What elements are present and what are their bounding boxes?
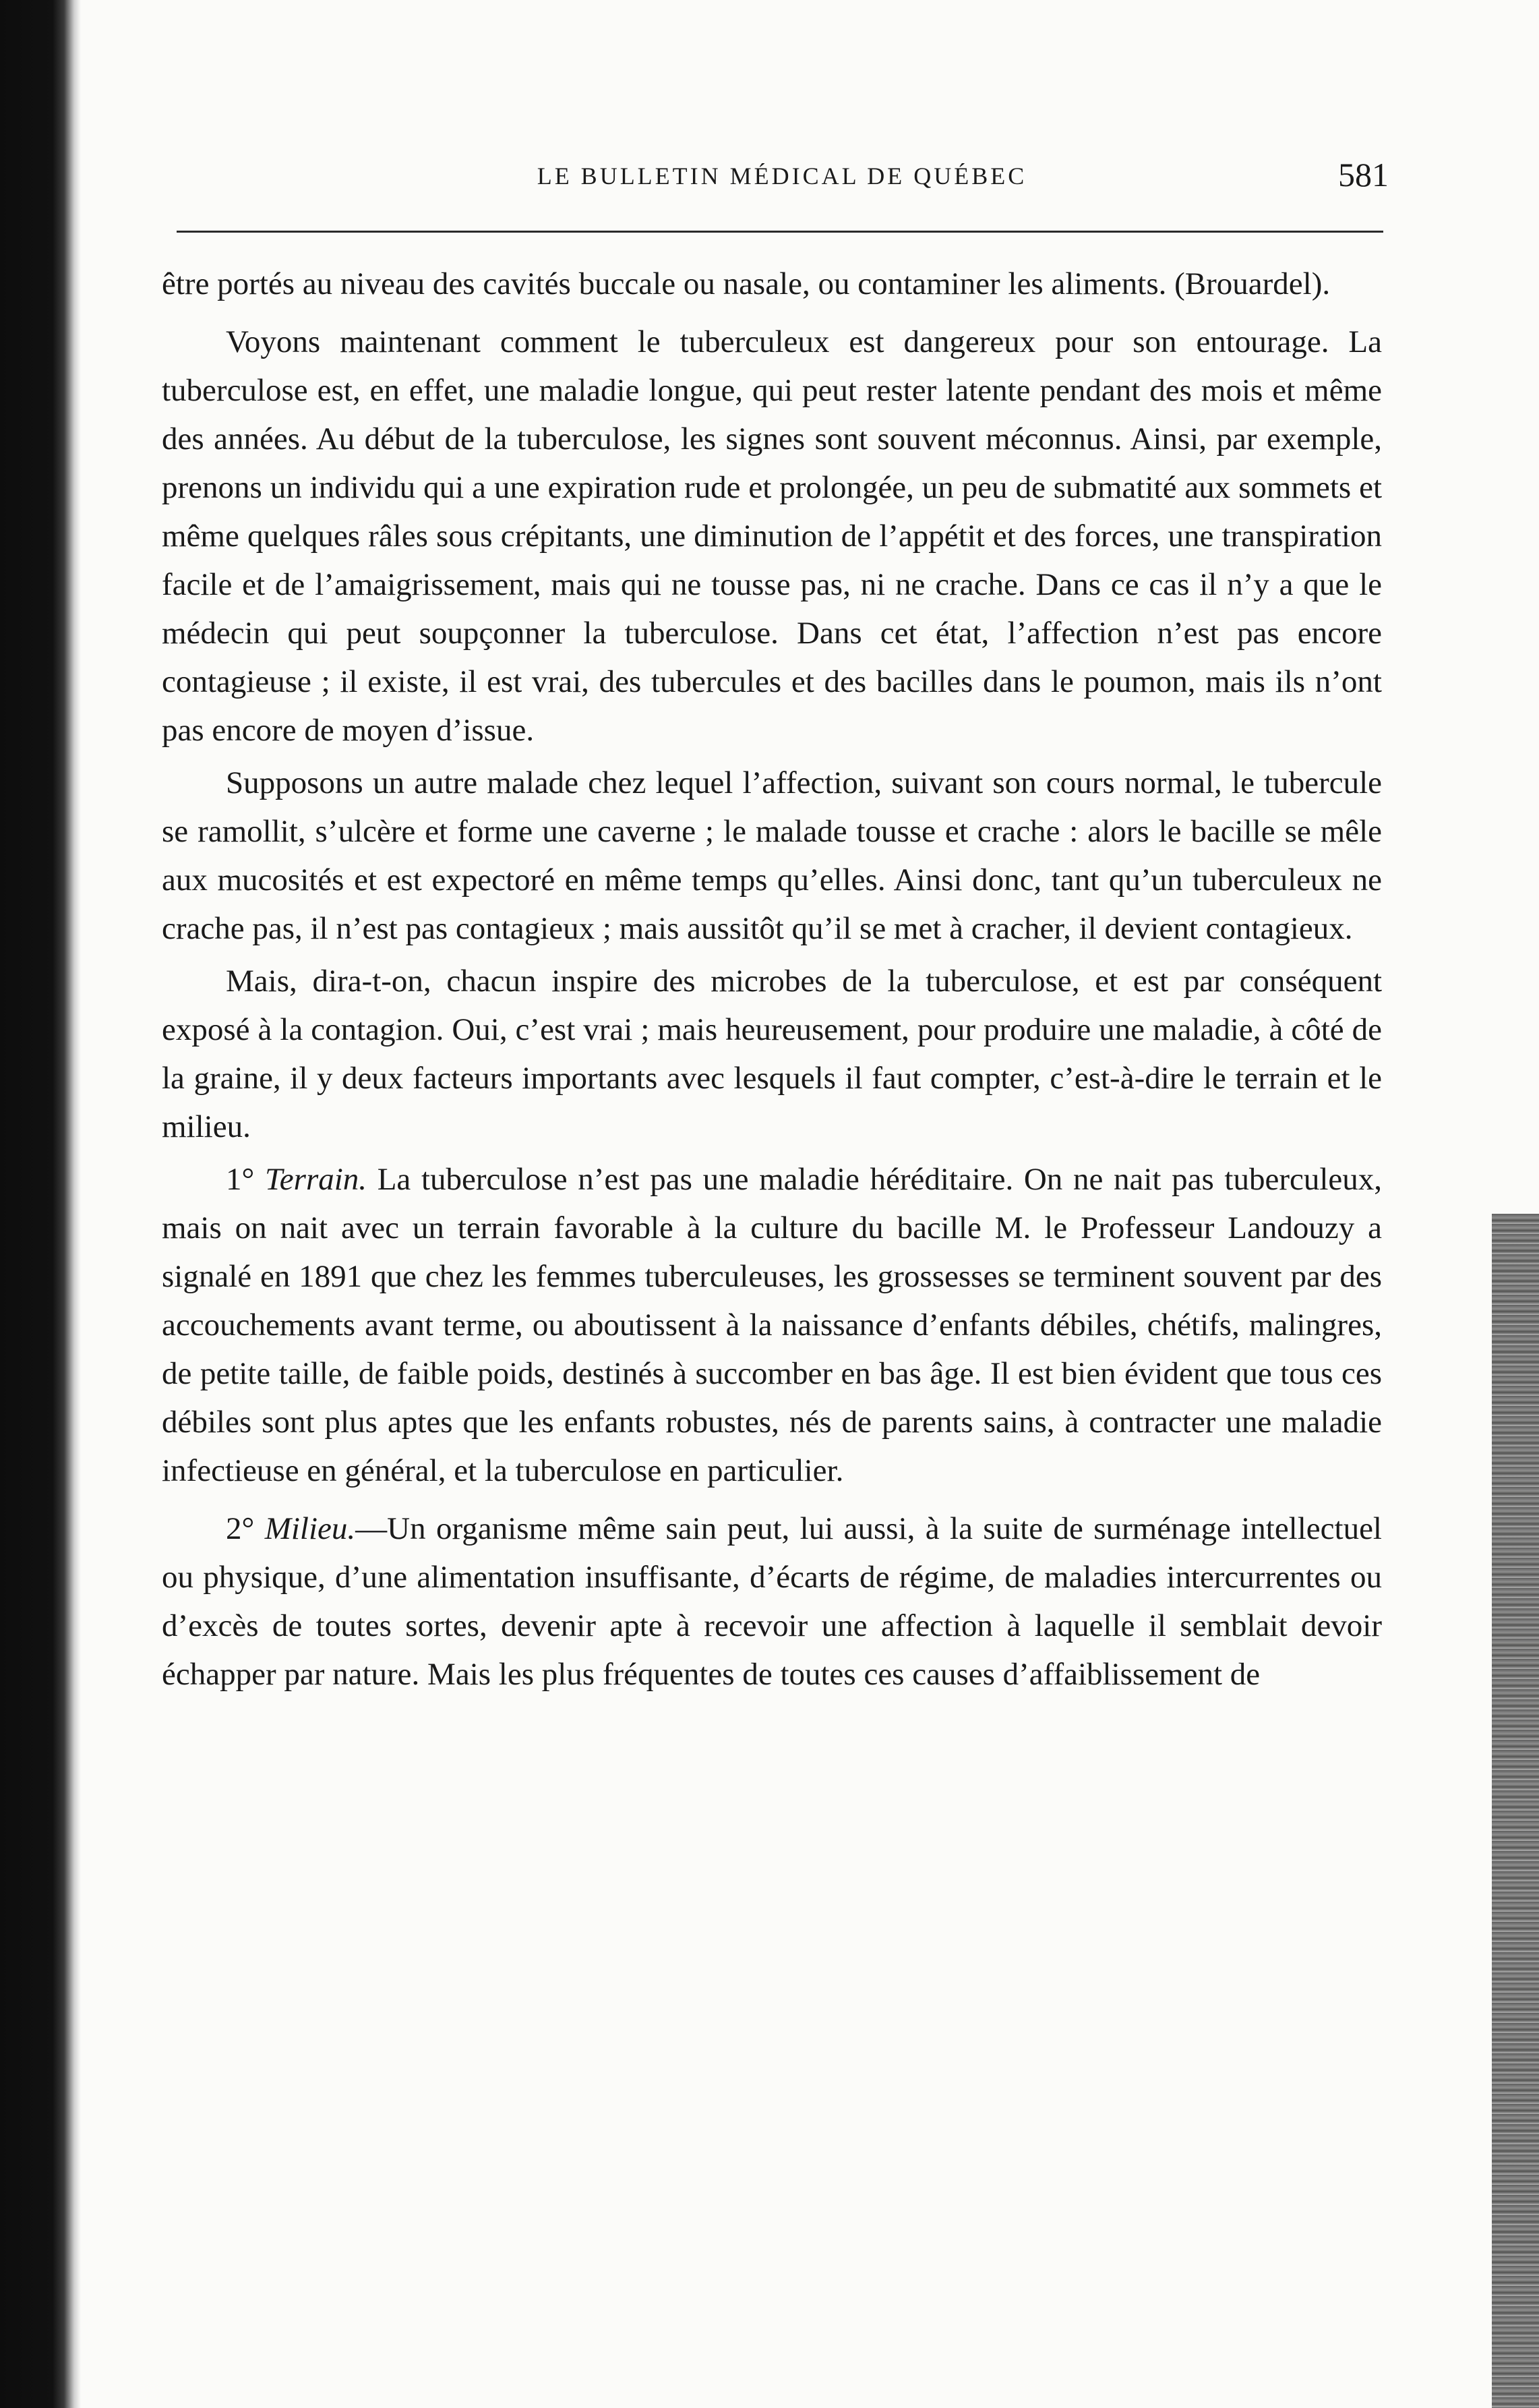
page-number: 581 <box>1338 156 1389 194</box>
paragraph-1: être portés au niveau des cavités buccale ou nasale, ou contaminer les aliments. (Brouardel). <box>162 266 1331 301</box>
paragraph-2: Voyons maintenant comment le tuberculeux est dangereux pour son entourage. La tuberculose est, en effet, une maladie longue, qui peut rester latente pendant des mois et même des années. Au début de la tuberculose, les signes sont souvent méconnus. Ainsi, par exemple, prenons un individu qui a une expiration rude et prolongée, un peu de submatité aux sommets et même quelques râles sous crépitants, une diminution de l’appétit et des forces, une transpiration facile et de l’amaigrissement, mais qui ne tousse pas, ni ne crache. Dans ce cas il n’y a que le médecin qui peut soupçonner la tuberculose. Dans cet état, l’affection n’est pas encore contagieuse ; il existe, il est vrai, des tubercules et des bacilles dans le poumon, mais ils n’ont pas encore de moyen d’issue. <box>162 324 1382 748</box>
body-text <box>162 260 1382 1703</box>
paragraph-5 <box>162 1155 1382 1495</box>
paragraph-4: Mais, dira-t-on, chacun inspire des microbes de la tuberculose, et est par conséquent exposé à la contagion. Oui, c’est vrai ; mais heureusement, pour produire une maladie, à côté de la graine, il y deux facteurs importants avec lesquels il faut compter, c’est-à-dire le terrain et le milieu. <box>162 964 1382 1144</box>
section-number-2: 2° <box>226 1511 255 1546</box>
section-text-terrain: La tuberculose n’est pas une maladie héréditaire. On ne nait pas tuberculeux, mais on nait avec un terrain favorable à la culture du bacille M. le Professeur Landouzy a signalé en 1891 que chez les femmes tuberculeuses, les grossesses se terminent souvent par des accouchements avant terme, ou aboutissent à la naissance d’enfants débiles, chétifs, malingres, de petite taille, de faible poids, destinés à succomber en bas âge. Il est bien évident que tous ces débiles sont plus aptes que les enfants robustes, nés de parents sains, à contracter une maladie infectieuse en général, et la tuberculose en particulier. <box>162 1162 1383 1488</box>
paragraph-3: Supposons un autre malade chez lequel l’affection, suivant son cours normal, le tubercule se ramollit, s’ulcère et forme une caverne ; le malade tousse et crache : alors le bacille se mêle aux mucosités et est expectoré en même temps qu’elles. Ainsi donc, tant qu’un tuberculeux ne crache pas, il n’est pas contagieux ; mais aussitôt qu’il se met à cracher, il devient contagieux. <box>162 765 1382 946</box>
paragraph-6 <box>162 1504 1382 1699</box>
running-head: LE BULLETIN MÉDICAL DE QUÉBEC <box>537 163 1027 189</box>
page-header <box>175 155 1389 209</box>
section-number-1: 1° <box>226 1162 255 1197</box>
scan-right-edge <box>1492 1214 1539 2408</box>
section-title-terrain: Terrain. <box>264 1162 367 1197</box>
section-text-milieu: —Un organisme même sain peut, lui aussi, à la suite de surménage intellectuel ou physique, d’une alimentation insuffisante, d’écarts de régime, de maladies intercurrentes ou d’excès de toutes sortes, devenir apte à recevoir une affection à laquelle il semblait devoir échapper par nature. Mais les plus fréquentes de toutes ces causes d’affaiblissement de <box>162 1511 1382 1692</box>
section-title-milieu: Milieu. <box>264 1511 356 1546</box>
scan-left-edge <box>0 0 81 2408</box>
header-rule <box>177 231 1383 233</box>
